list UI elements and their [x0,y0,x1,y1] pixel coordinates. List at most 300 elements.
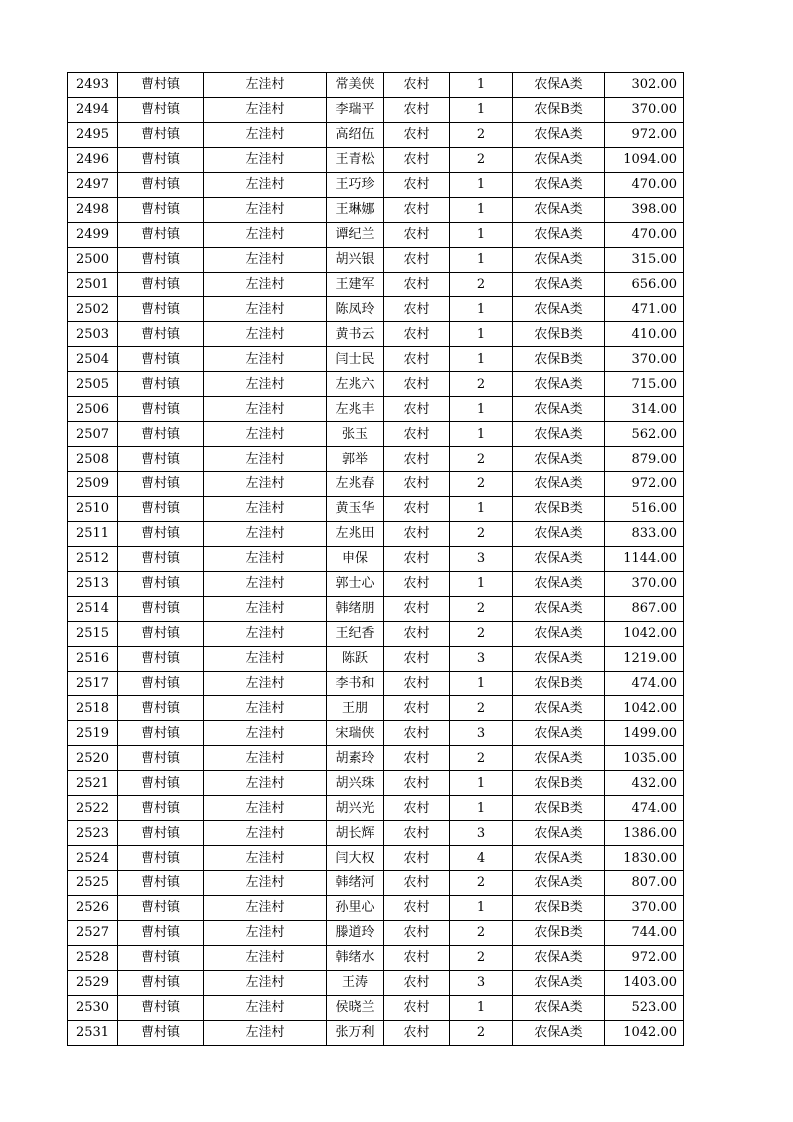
amount-cell: 1042.00 [605,696,684,721]
household-count-cell: 1 [450,571,513,596]
type-cell: 农村 [384,696,450,721]
household-count-cell: 2 [450,447,513,472]
amount-cell: 972.00 [605,945,684,970]
village-cell: 左洼村 [204,147,327,172]
amount-cell: 1042.00 [605,1020,684,1045]
row-number: 2519 [68,721,118,746]
table-row [68,621,684,646]
table-row [68,422,684,447]
row-number: 2531 [68,1020,118,1045]
table-row [68,322,684,347]
household-count-cell: 2 [450,372,513,397]
table-body [68,73,684,1046]
name-cell: 王琳娜 [327,197,384,222]
type-cell: 农村 [384,671,450,696]
village-cell: 左洼村 [204,871,327,896]
type-cell: 农村 [384,821,450,846]
town-cell: 曹村镇 [118,272,204,297]
table-row [68,970,684,995]
row-number: 2509 [68,472,118,497]
category-cell: 农保A类 [513,247,605,272]
town-cell: 曹村镇 [118,696,204,721]
category-cell: 农保A类 [513,995,605,1020]
category-cell: 农保A类 [513,945,605,970]
table-row [68,646,684,671]
category-cell: 农保A类 [513,297,605,322]
name-cell: 胡兴光 [327,796,384,821]
row-number: 2504 [68,347,118,372]
category-cell: 农保A类 [513,472,605,497]
table-row [68,796,684,821]
village-cell: 左洼村 [204,1020,327,1045]
household-count-cell: 2 [450,521,513,546]
table-row [68,1020,684,1045]
row-number: 2507 [68,422,118,447]
town-cell: 曹村镇 [118,73,204,98]
name-cell: 王青松 [327,147,384,172]
name-cell: 胡兴银 [327,247,384,272]
amount-cell: 1094.00 [605,147,684,172]
amount-cell: 474.00 [605,671,684,696]
household-count-cell: 1 [450,796,513,821]
table-row [68,945,684,970]
category-cell: 农保B类 [513,920,605,945]
table-row [68,846,684,871]
amount-cell: 302.00 [605,73,684,98]
town-cell: 曹村镇 [118,322,204,347]
town-cell: 曹村镇 [118,347,204,372]
village-cell: 左洼村 [204,322,327,347]
type-cell: 农村 [384,995,450,1020]
town-cell: 曹村镇 [118,372,204,397]
category-cell: 农保A类 [513,871,605,896]
amount-cell: 972.00 [605,122,684,147]
name-cell: 胡素玲 [327,746,384,771]
village-cell: 左洼村 [204,621,327,646]
category-cell: 农保A类 [513,970,605,995]
name-cell: 孙里心 [327,895,384,920]
village-cell: 左洼村 [204,422,327,447]
town-cell: 曹村镇 [118,397,204,422]
type-cell: 农村 [384,122,450,147]
household-count-cell: 1 [450,172,513,197]
table-row [68,771,684,796]
household-count-cell: 1 [450,771,513,796]
household-count-cell: 2 [450,272,513,297]
town-cell: 曹村镇 [118,97,204,122]
name-cell: 李书和 [327,671,384,696]
type-cell: 农村 [384,846,450,871]
village-cell: 左洼村 [204,596,327,621]
amount-cell: 314.00 [605,397,684,422]
row-number: 2506 [68,397,118,422]
row-number: 2526 [68,895,118,920]
village-cell: 左洼村 [204,821,327,846]
village-cell: 左洼村 [204,521,327,546]
town-cell: 曹村镇 [118,721,204,746]
row-number: 2497 [68,172,118,197]
household-count-cell: 3 [450,821,513,846]
household-count-cell: 2 [450,472,513,497]
category-cell: 农保A类 [513,122,605,147]
village-cell: 左洼村 [204,646,327,671]
amount-cell: 833.00 [605,521,684,546]
type-cell: 农村 [384,920,450,945]
type-cell: 农村 [384,596,450,621]
category-cell: 农保B类 [513,771,605,796]
name-cell: 王纪香 [327,621,384,646]
village-cell: 左洼村 [204,895,327,920]
amount-cell: 410.00 [605,322,684,347]
amount-cell: 470.00 [605,172,684,197]
village-cell: 左洼村 [204,222,327,247]
household-count-cell: 1 [450,496,513,521]
name-cell: 滕道玲 [327,920,384,945]
name-cell: 张玉 [327,422,384,447]
town-cell: 曹村镇 [118,546,204,571]
row-number: 2530 [68,995,118,1020]
category-cell: 农保B类 [513,671,605,696]
household-count-cell: 2 [450,1020,513,1045]
type-cell: 农村 [384,621,450,646]
type-cell: 农村 [384,197,450,222]
amount-cell: 315.00 [605,247,684,272]
table-row [68,347,684,372]
household-count-cell: 1 [450,671,513,696]
type-cell: 农村 [384,297,450,322]
name-cell: 左兆田 [327,521,384,546]
amount-cell: 370.00 [605,347,684,372]
row-number: 2524 [68,846,118,871]
town-cell: 曹村镇 [118,521,204,546]
type-cell: 农村 [384,247,450,272]
name-cell: 黄书云 [327,322,384,347]
name-cell: 高绍伍 [327,122,384,147]
household-count-cell: 1 [450,197,513,222]
row-number: 2520 [68,746,118,771]
row-number: 2503 [68,322,118,347]
amount-cell: 656.00 [605,272,684,297]
town-cell: 曹村镇 [118,297,204,322]
town-cell: 曹村镇 [118,222,204,247]
village-cell: 左洼村 [204,920,327,945]
name-cell: 陈跃 [327,646,384,671]
table-row [68,746,684,771]
amount-cell: 1042.00 [605,621,684,646]
category-cell: 农保A类 [513,521,605,546]
type-cell: 农村 [384,347,450,372]
row-number: 2513 [68,571,118,596]
amount-cell: 370.00 [605,571,684,596]
category-cell: 农保A类 [513,746,605,771]
town-cell: 曹村镇 [118,571,204,596]
household-count-cell: 2 [450,945,513,970]
table-row [68,247,684,272]
household-count-cell: 1 [450,322,513,347]
village-cell: 左洼村 [204,671,327,696]
household-count-cell: 1 [450,422,513,447]
village-cell: 左洼村 [204,546,327,571]
table-row [68,147,684,172]
village-cell: 左洼村 [204,696,327,721]
village-cell: 左洼村 [204,97,327,122]
type-cell: 农村 [384,546,450,571]
amount-cell: 972.00 [605,472,684,497]
town-cell: 曹村镇 [118,122,204,147]
amount-cell: 1386.00 [605,821,684,846]
amount-cell: 398.00 [605,197,684,222]
beneficiary-table [67,72,684,1046]
row-number: 2501 [68,272,118,297]
table-row [68,696,684,721]
village-cell: 左洼村 [204,771,327,796]
table-row [68,397,684,422]
town-cell: 曹村镇 [118,846,204,871]
village-cell: 左洼村 [204,172,327,197]
village-cell: 左洼村 [204,272,327,297]
household-count-cell: 2 [450,596,513,621]
village-cell: 左洼村 [204,945,327,970]
name-cell: 常美侠 [327,73,384,98]
town-cell: 曹村镇 [118,771,204,796]
category-cell: 农保B类 [513,496,605,521]
row-number: 2522 [68,796,118,821]
category-cell: 农保A类 [513,447,605,472]
town-cell: 曹村镇 [118,995,204,1020]
type-cell: 农村 [384,472,450,497]
town-cell: 曹村镇 [118,871,204,896]
amount-cell: 1403.00 [605,970,684,995]
village-cell: 左洼村 [204,496,327,521]
type-cell: 农村 [384,73,450,98]
village-cell: 左洼村 [204,247,327,272]
category-cell: 农保A类 [513,73,605,98]
household-count-cell: 3 [450,721,513,746]
table-row [68,297,684,322]
household-count-cell: 2 [450,920,513,945]
name-cell: 胡长辉 [327,821,384,846]
table-row [68,197,684,222]
amount-cell: 715.00 [605,372,684,397]
village-cell: 左洼村 [204,970,327,995]
table-row [68,721,684,746]
household-count-cell: 1 [450,347,513,372]
category-cell: 农保A类 [513,397,605,422]
row-number: 2527 [68,920,118,945]
type-cell: 农村 [384,771,450,796]
row-number: 2496 [68,147,118,172]
table-row [68,571,684,596]
town-cell: 曹村镇 [118,796,204,821]
town-cell: 曹村镇 [118,621,204,646]
town-cell: 曹村镇 [118,447,204,472]
household-count-cell: 4 [450,846,513,871]
town-cell: 曹村镇 [118,945,204,970]
category-cell: 农保A类 [513,621,605,646]
town-cell: 曹村镇 [118,197,204,222]
amount-cell: 470.00 [605,222,684,247]
category-cell: 农保A类 [513,596,605,621]
name-cell: 申保 [327,546,384,571]
row-number: 2512 [68,546,118,571]
village-cell: 左洼村 [204,746,327,771]
category-cell: 农保B类 [513,97,605,122]
table-row [68,521,684,546]
category-cell: 农保A类 [513,646,605,671]
village-cell: 左洼村 [204,721,327,746]
household-count-cell: 3 [450,970,513,995]
type-cell: 农村 [384,322,450,347]
table-row [68,546,684,571]
table-row [68,73,684,98]
row-number: 2514 [68,596,118,621]
amount-cell: 432.00 [605,771,684,796]
name-cell: 王巧珍 [327,172,384,197]
household-count-cell: 2 [450,147,513,172]
amount-cell: 1830.00 [605,846,684,871]
category-cell: 农保A类 [513,696,605,721]
row-number: 2529 [68,970,118,995]
household-count-cell: 1 [450,222,513,247]
row-number: 2521 [68,771,118,796]
type-cell: 农村 [384,646,450,671]
town-cell: 曹村镇 [118,172,204,197]
row-number: 2493 [68,73,118,98]
category-cell: 农保A类 [513,422,605,447]
type-cell: 农村 [384,222,450,247]
household-count-cell: 2 [450,871,513,896]
household-count-cell: 1 [450,247,513,272]
row-number: 2508 [68,447,118,472]
village-cell: 左洼村 [204,397,327,422]
type-cell: 农村 [384,521,450,546]
household-count-cell: 1 [450,73,513,98]
name-cell: 郭士心 [327,571,384,596]
town-cell: 曹村镇 [118,247,204,272]
table-row [68,821,684,846]
table-row [68,122,684,147]
table-row [68,671,684,696]
row-number: 2525 [68,871,118,896]
row-number: 2510 [68,496,118,521]
household-count-cell: 2 [450,621,513,646]
row-number: 2498 [68,197,118,222]
household-count-cell: 1 [450,297,513,322]
village-cell: 左洼村 [204,571,327,596]
household-count-cell: 1 [450,97,513,122]
name-cell: 宋瑞侠 [327,721,384,746]
name-cell: 王建军 [327,272,384,297]
table-row [68,272,684,297]
row-number: 2502 [68,297,118,322]
village-cell: 左洼村 [204,472,327,497]
amount-cell: 1035.00 [605,746,684,771]
town-cell: 曹村镇 [118,422,204,447]
amount-cell: 523.00 [605,995,684,1020]
type-cell: 农村 [384,147,450,172]
name-cell: 黄玉华 [327,496,384,521]
amount-cell: 516.00 [605,496,684,521]
name-cell: 李瑞平 [327,97,384,122]
category-cell: 农保A类 [513,147,605,172]
row-number: 2511 [68,521,118,546]
town-cell: 曹村镇 [118,895,204,920]
type-cell: 农村 [384,970,450,995]
village-cell: 左洼村 [204,122,327,147]
table-row [68,472,684,497]
name-cell: 张万利 [327,1020,384,1045]
category-cell: 农保B类 [513,796,605,821]
category-cell: 农保A类 [513,222,605,247]
amount-cell: 370.00 [605,895,684,920]
row-number: 2523 [68,821,118,846]
name-cell: 陈凤玲 [327,297,384,322]
table-row [68,496,684,521]
town-cell: 曹村镇 [118,646,204,671]
town-cell: 曹村镇 [118,671,204,696]
village-cell: 左洼村 [204,297,327,322]
village-cell: 左洼村 [204,347,327,372]
town-cell: 曹村镇 [118,821,204,846]
household-count-cell: 2 [450,122,513,147]
category-cell: 农保B类 [513,347,605,372]
type-cell: 农村 [384,372,450,397]
household-count-cell: 3 [450,646,513,671]
type-cell: 农村 [384,272,450,297]
town-cell: 曹村镇 [118,1020,204,1045]
name-cell: 胡兴珠 [327,771,384,796]
row-number: 2495 [68,122,118,147]
name-cell: 左兆六 [327,372,384,397]
table-row [68,172,684,197]
type-cell: 农村 [384,447,450,472]
town-cell: 曹村镇 [118,596,204,621]
category-cell: 农保A类 [513,172,605,197]
type-cell: 农村 [384,796,450,821]
table-row [68,596,684,621]
category-cell: 农保A类 [513,197,605,222]
name-cell: 郭举 [327,447,384,472]
row-number: 2494 [68,97,118,122]
name-cell: 左兆春 [327,472,384,497]
village-cell: 左洼村 [204,197,327,222]
village-cell: 左洼村 [204,447,327,472]
type-cell: 农村 [384,397,450,422]
type-cell: 农村 [384,422,450,447]
category-cell: 农保A类 [513,721,605,746]
household-count-cell: 2 [450,696,513,721]
household-count-cell: 1 [450,895,513,920]
type-cell: 农村 [384,895,450,920]
village-cell: 左洼村 [204,995,327,1020]
type-cell: 农村 [384,871,450,896]
category-cell: 农保A类 [513,571,605,596]
row-number: 2499 [68,222,118,247]
row-number: 2528 [68,945,118,970]
table-row [68,97,684,122]
row-number: 2505 [68,372,118,397]
category-cell: 农保A类 [513,546,605,571]
name-cell: 韩绪水 [327,945,384,970]
table-row [68,995,684,1020]
town-cell: 曹村镇 [118,970,204,995]
household-count-cell: 2 [450,746,513,771]
type-cell: 农村 [384,97,450,122]
table-row [68,871,684,896]
name-cell: 王朋 [327,696,384,721]
category-cell: 农保B类 [513,322,605,347]
row-number: 2518 [68,696,118,721]
